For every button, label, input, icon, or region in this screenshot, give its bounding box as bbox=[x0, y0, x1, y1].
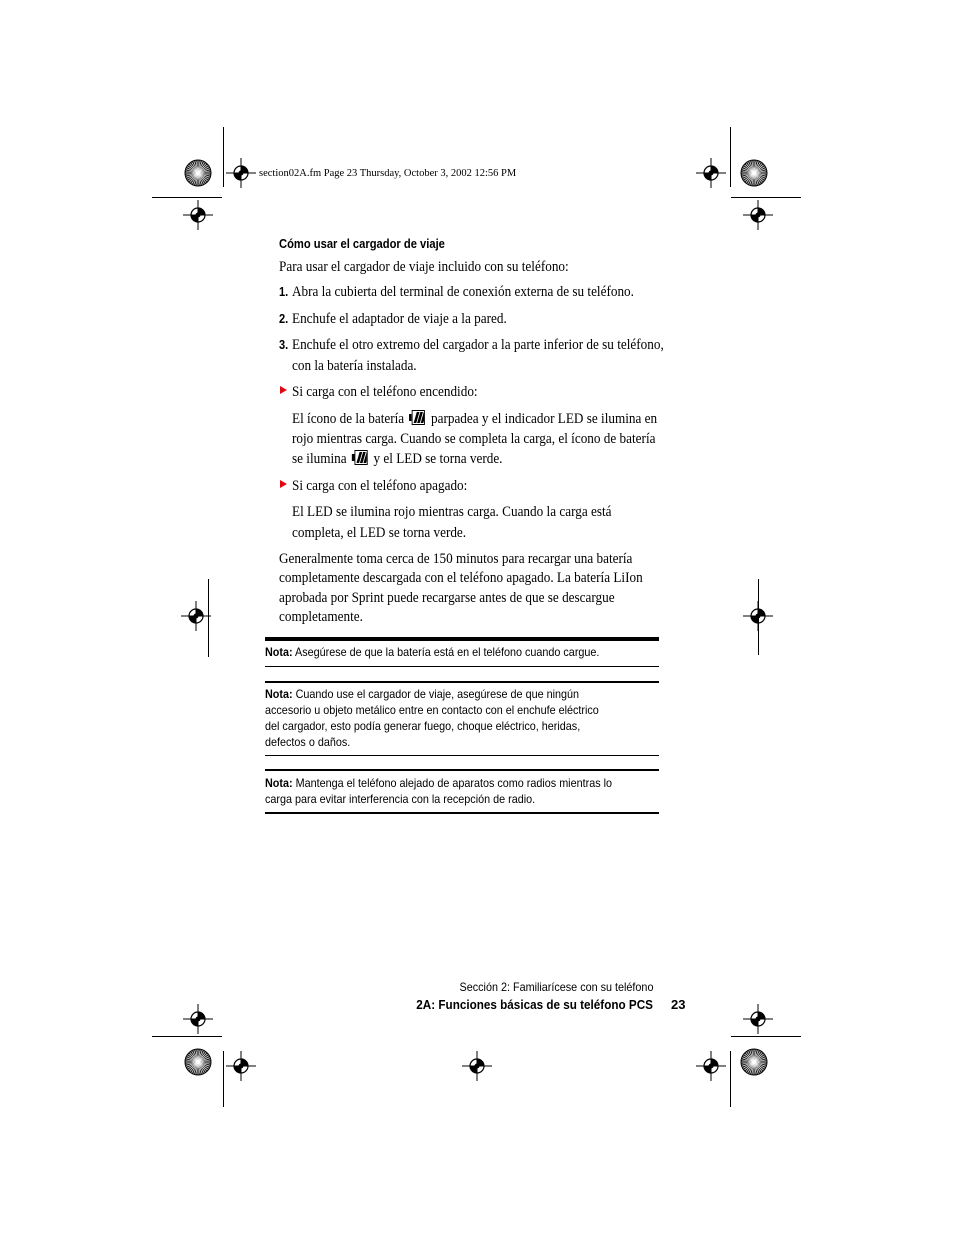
bullet-off-text: Si carga con el teléfono apagado: bbox=[292, 478, 468, 494]
bullet-on-line-1 bbox=[292, 409, 707, 430]
note-3 bbox=[265, 775, 651, 791]
note-3-line-2 bbox=[265, 791, 565, 807]
step-number: 1. bbox=[279, 284, 289, 299]
footer-section-text: Sección 2: Familiarícese con su teléfono bbox=[459, 980, 653, 994]
note-rule-top bbox=[265, 681, 659, 683]
registration-mark-icon bbox=[183, 1004, 213, 1034]
registration-mark-icon bbox=[743, 1004, 773, 1034]
note-label: Nota: bbox=[265, 776, 293, 790]
bullet-on-text: parpadea y el indicador LED se ilumina en bbox=[430, 411, 658, 427]
closing-line-3 bbox=[279, 588, 660, 609]
bullet-on-line-2 bbox=[292, 429, 705, 450]
step-3-continued bbox=[292, 356, 434, 377]
closing-text: Generalmente toma cerca de 150 minutos para recargar una batería bbox=[279, 551, 633, 567]
intro-paragraph bbox=[279, 257, 608, 277]
step-3 bbox=[279, 335, 664, 356]
color-target-icon bbox=[184, 1048, 212, 1076]
footer-chapter-text: 2A: Funciones básicas de su teléfono PCS bbox=[416, 997, 653, 1012]
note-2-line-4 bbox=[265, 734, 360, 750]
crop-mark bbox=[223, 1051, 224, 1107]
bullet-on-text: Si carga con el teléfono encendido: bbox=[292, 384, 478, 400]
bullet-on-line-3 bbox=[292, 449, 531, 470]
step-2 bbox=[279, 309, 507, 330]
registration-mark-icon bbox=[743, 200, 773, 230]
closing-line-1 bbox=[279, 549, 681, 570]
crop-mark bbox=[730, 127, 731, 187]
step-text: Enchufe el adaptador de viaje a la pared. bbox=[292, 311, 507, 327]
crop-mark bbox=[208, 579, 209, 657]
step-text: Enchufe el otro extremo del cargador a la parte inferior de su teléfono, bbox=[292, 337, 664, 353]
bullet-off-line-1 bbox=[292, 502, 655, 523]
note-2 bbox=[265, 686, 614, 702]
note-text: del cargador, esto podía generar fuego, choque eléctrico, heridas, bbox=[265, 719, 581, 733]
note-rule-top bbox=[265, 637, 659, 641]
battery-icon bbox=[409, 410, 426, 425]
closing-line-2 bbox=[279, 568, 692, 589]
footer-section-label bbox=[438, 980, 653, 994]
registration-mark-icon bbox=[462, 1051, 492, 1081]
step-number: 2. bbox=[279, 311, 289, 326]
note-text: Asegúrese de que la batería está en el teléfono cuando cargue. bbox=[295, 645, 600, 659]
bullet-on-text: y el LED se torna verde. bbox=[373, 451, 503, 467]
footer-chapter-title bbox=[390, 997, 653, 1012]
bullet-off-text: El LED se ilumina rojo mientras carga. Cuando la carga está bbox=[292, 504, 612, 520]
step-1 bbox=[279, 282, 634, 303]
battery-icon bbox=[352, 450, 369, 465]
bullet-on-label bbox=[292, 382, 503, 403]
note-text: accesorio u objeto metálico entre en contacto con el enchufe eléctrico bbox=[265, 703, 599, 717]
crop-mark bbox=[152, 1036, 222, 1037]
note-label: Nota: bbox=[265, 645, 293, 659]
note-rule-bottom bbox=[265, 666, 659, 667]
registration-mark-icon bbox=[181, 601, 211, 631]
crop-mark bbox=[152, 197, 222, 198]
note-rule-bottom bbox=[265, 812, 659, 814]
step-number: 3. bbox=[279, 337, 289, 352]
page-number bbox=[671, 997, 685, 1012]
closing-text: completamente. bbox=[279, 609, 363, 625]
step-text: Abra la cubierta del terminal de conexión externa de su teléfono. bbox=[292, 284, 634, 300]
crop-mark bbox=[223, 127, 224, 187]
note-text: Cuando use el cargador de viaje, asegúrese de que ningún bbox=[295, 687, 580, 701]
page-number-text: 23 bbox=[671, 997, 686, 1012]
closing-line-4 bbox=[279, 607, 374, 628]
registration-mark-icon bbox=[226, 158, 256, 188]
crop-mark bbox=[730, 1051, 731, 1107]
section-heading bbox=[279, 236, 472, 251]
bullet-on-text: se ilumina bbox=[292, 451, 347, 467]
crop-mark bbox=[731, 197, 801, 198]
crop-mark bbox=[758, 579, 759, 655]
intro-text: Para usar el cargador de viaje incluido con su teléfono: bbox=[279, 259, 569, 275]
note-text: carga para evitar interferencia con la recepción de radio. bbox=[265, 792, 536, 806]
note-text: Mantenga el teléfono alejado de aparatos como radios mientras lo bbox=[295, 776, 613, 790]
bullet-off-text: completa, el LED se torna verde. bbox=[292, 525, 467, 541]
registration-mark-icon bbox=[696, 1051, 726, 1081]
closing-text: completamente descargada con el teléfono apagado. La batería LiIon bbox=[279, 570, 643, 586]
registration-mark-icon bbox=[696, 158, 726, 188]
bullet-arrow-icon bbox=[280, 386, 287, 394]
color-target-icon bbox=[740, 159, 768, 187]
file-info-header bbox=[259, 168, 516, 179]
registration-mark-icon bbox=[183, 200, 213, 230]
bullet-on-text: El ícono de la batería bbox=[292, 411, 405, 427]
closing-text: aprobada por Sprint puede recargarse antes de que se descargue bbox=[279, 590, 615, 606]
bullet-off-label bbox=[292, 476, 491, 497]
bullet-off-line-2 bbox=[292, 523, 490, 544]
note-rule-bottom bbox=[265, 755, 659, 756]
note-2-line-3 bbox=[265, 718, 615, 734]
bullet-on-text: rojo mientras carga. Cuando se completa la carga, el ícono de batería bbox=[292, 431, 656, 447]
color-target-icon bbox=[184, 159, 212, 187]
section-heading-text: Cómo usar el cargador de viaje bbox=[279, 236, 445, 251]
bullet-arrow-icon bbox=[280, 480, 287, 488]
crop-mark bbox=[731, 1036, 801, 1037]
color-target-icon bbox=[740, 1048, 768, 1076]
note-2-line-2 bbox=[265, 702, 636, 718]
note-rule-top bbox=[265, 769, 659, 771]
file-info-text: section02A.fm Page 23 Thursday, October 3, 2002 12:56 PM bbox=[259, 168, 517, 179]
registration-mark-icon bbox=[226, 1051, 256, 1081]
note-label: Nota: bbox=[265, 687, 293, 701]
note-1 bbox=[265, 644, 637, 660]
note-text: defectos o daños. bbox=[265, 735, 351, 749]
step-text: con la batería instalada. bbox=[292, 358, 417, 374]
